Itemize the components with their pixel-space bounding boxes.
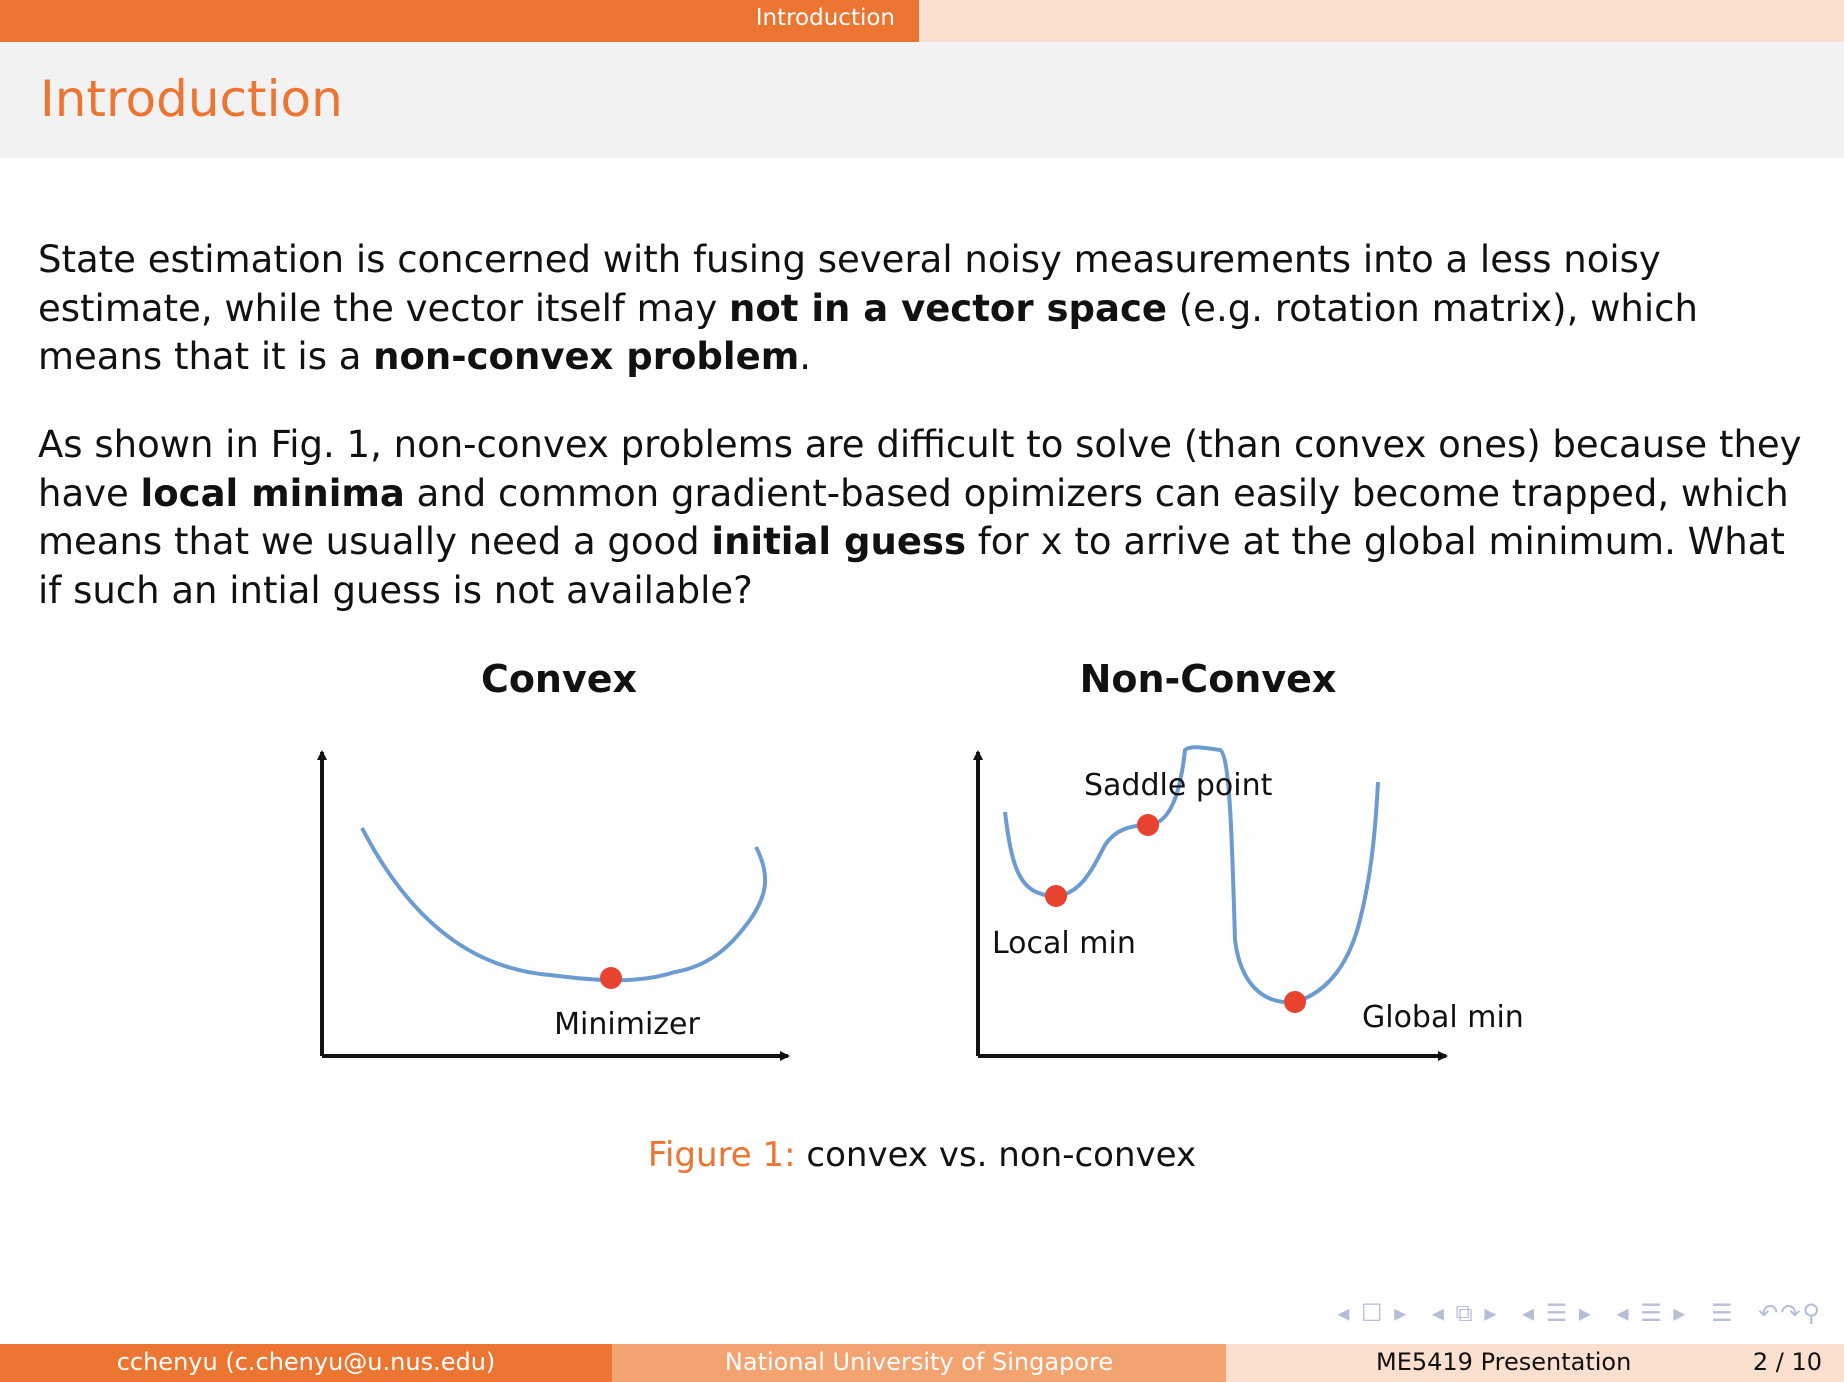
search-back-forward-icon[interactable]: ↶↷⚲: [1758, 1299, 1822, 1327]
footer-institute: National University of Singapore: [612, 1344, 1226, 1382]
p2-bold-local-minima: local minima: [140, 471, 405, 515]
footer-short-title: ME5419 Presentation: [1376, 1348, 1632, 1376]
p2-text-2: and common gradient-based opimizers can easily become trapped, which means that we usually need a good: [38, 471, 1789, 563]
top-navigation-bar: [0, 0, 1844, 42]
p1-bold-vector-space: not in a vector space: [729, 286, 1167, 330]
frame-nav-icon[interactable]: ◂ ☐ ▸: [1337, 1299, 1409, 1327]
minimizer-label: Minimizer: [554, 1007, 700, 1042]
section-nav-icon[interactable]: ◂ ☰ ▸: [1522, 1299, 1593, 1327]
p1-text-3: .: [799, 335, 812, 378]
caption-text: convex vs. non-convex: [795, 1135, 1197, 1175]
convex-curve: [362, 828, 765, 980]
convex-title: Convex: [480, 657, 638, 701]
appendix-nav-icon[interactable]: ☰: [1711, 1299, 1735, 1327]
figure-svg: [300, 640, 1600, 1080]
p2-text: As shown in Fig. 1, non-convex problems are difficult to solve (than convex ones) because they have: [38, 423, 1802, 515]
local-min-label: Local min: [992, 926, 1136, 961]
saddle-point-label: Saddle point: [1084, 768, 1273, 803]
slide-title: Introduction: [40, 70, 343, 128]
p2-bold-initial-guess: initial guess: [711, 520, 966, 563]
p2-text-3: for: [965, 520, 1041, 563]
p1-bold-nonconvex: non-convex problem: [373, 335, 800, 378]
p2-math-x: x: [1040, 520, 1063, 563]
footer-title-page: [1226, 1344, 1844, 1382]
figure-caption: [0, 1135, 1844, 1175]
footer-page-number: 2 / 10: [1752, 1348, 1822, 1376]
subsubsection-nav-icon[interactable]: ◂ ☰ ▸: [1616, 1299, 1688, 1327]
global-min-dot: [1284, 991, 1306, 1013]
paragraph-2: [38, 421, 1818, 615]
section-link[interactable]: Introduction: [0, 0, 919, 42]
figure-convex-vs-nonconvex: [300, 640, 1600, 1080]
local-min-dot: [1045, 885, 1067, 907]
convex-minimizer-dot: [600, 967, 622, 989]
frame-title-bar: [0, 42, 1844, 158]
beamer-navigation-symbols: [1323, 1299, 1822, 1327]
saddle-point-dot: [1137, 814, 1159, 836]
nonconvex-title: Non-Convex: [1079, 657, 1337, 701]
subsection-nav-icon[interactable]: ◂ ⧉ ▸: [1431, 1299, 1499, 1327]
p1-text-2: (e.g. rotation matrix), which means that it is a: [38, 286, 1698, 378]
footer-bar: [0, 1344, 1844, 1382]
p2-text-4: to arrive at the global minimum. What if such an intial guess is not available?: [38, 520, 1785, 612]
paragraph-1: [38, 236, 1818, 382]
caption-label: Figure 1:: [647, 1135, 796, 1175]
footer-author: cchenyu (c.chenyu@u.nus.edu): [0, 1344, 612, 1382]
p1-text: State estimation is concerned with fusing several noisy measurements into a less noisy estimate, while the vector itself may: [38, 238, 1661, 330]
global-min-label: Global min: [1362, 1000, 1524, 1035]
